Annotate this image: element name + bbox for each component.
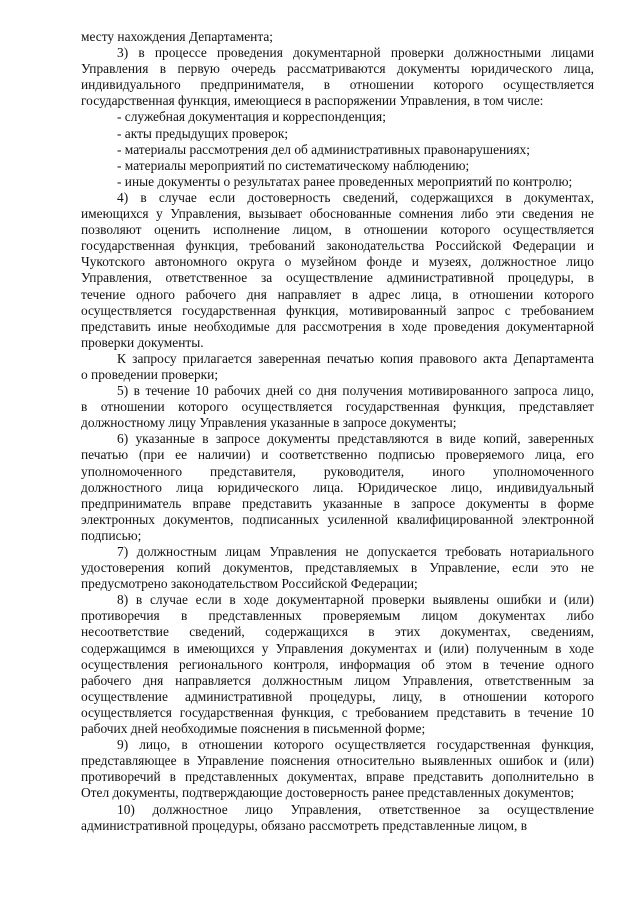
paragraph-p08-line: позволяют оценить исполнение лицом, в отношении которого осуществляется (81, 222, 594, 238)
paragraph-p05-line: - материалы рассмотрения дел об административных правонарушениях; (117, 141, 530, 157)
paragraph-p11-line: 6) указанные в запросе документы представляются в виде копий, заверенных (117, 431, 594, 447)
paragraph-p11-line: уполномоченного представителя, руководителя, иного уполномоченного (81, 463, 594, 479)
paragraph-p14-line: Отел документы, подтверждающие достоверность ранее представленных документов; (81, 785, 575, 801)
paragraph-p13-line: противоречия в представленных проверяемым лицом документах либо (81, 608, 594, 624)
paragraph-p14-line: 9) лицо, в отношении которого осуществляется государственная функция, (117, 737, 594, 753)
paragraph-p04-line: - акты предыдущих проверок; (117, 125, 289, 141)
paragraph-p13-line: рабочего дня направляется должностным лицом Управления, ответственным за (81, 672, 594, 688)
paragraph-p03-line: - служебная документация и корреспонденция; (117, 109, 386, 125)
paragraph-p08-line: проверки документы. (81, 334, 204, 350)
paragraph-p12-line: 7) должностным лицам Управления не допускается требовать нотариального (117, 544, 594, 559)
paragraph-p10-line: в отношении которого осуществляется государственная функция, представляет (81, 399, 594, 415)
paragraph-p12-line: предусмотрено законодательством Российской Федерации; (81, 576, 418, 592)
paragraph-p06-line: - материалы мероприятий по систематическому наблюдению; (117, 157, 470, 173)
paragraph-p14-line: представляющее в Управление пояснения относительно выявленных ошибок и (или) (81, 753, 594, 769)
paragraph-p11-line: электронных документов, подписанных усиленной квалифицированной электронной (81, 511, 594, 527)
paragraph-p13-line: осуществления регионального контроля, информация об этом в течение одного (81, 656, 594, 672)
paragraph-p13-line: осуществляется государственная функция, с требованием представить в течение 10 (81, 704, 594, 720)
paragraph-p08-line: Чукотского автономного округа о музейном фонде и музеях, должностное лицо (81, 254, 594, 270)
paragraph-p08-line: имеющихся у Управления, вызывает обоснованные сомнения либо эти сведения не (81, 206, 594, 222)
paragraph-p02-line: Управления в первую очередь рассматриваются документы юридического лица, (81, 61, 594, 77)
paragraph-p08-line: представить иные необходимые для рассмотрения в ходе проведения документарной (81, 318, 594, 334)
paragraph-p15-line: 10) должностное лицо Управления, ответственное за осуществление (117, 801, 594, 817)
paragraph-p07-line: - иные документы о результатах ранее проведенных мероприятий по контролю; (117, 173, 573, 189)
paragraph-p02-line: государственная функция, имеющиеся в распоряжении Управления, в том числе: (81, 93, 544, 109)
paragraph-p09-line: К запросу прилагается заверенная печатью копия правового акта Департамента (117, 350, 594, 366)
paragraph-p10-line: должностному лицу Управления указанные в запросе документы; (81, 415, 457, 431)
paragraph-p08-line: осуществляется государственная функция, мотивированный запрос с требованием (81, 302, 594, 318)
paragraph-p01-line: месту нахождения Департамента; (81, 29, 274, 44)
paragraph-p15-line: административной процедуры, обязано рассмотреть представленные лицом, в (81, 817, 528, 833)
paragraph-p13-line: несоответствие сведений, содержащихся в этих документах, сведениям, (81, 624, 594, 640)
paragraph-p09-line: о проведении проверки; (81, 366, 219, 382)
paragraph-p08-line: государственная функция, требований законодательства Российской Федерации и (81, 238, 594, 254)
paragraph-p08-line: 4) в случае если достоверность сведений, содержащихся в документах, (117, 189, 594, 205)
paragraph-p14-line: противоречий в представленных документах, вправе представить дополнительно в (81, 769, 594, 785)
paragraph-p12-line: удостоверения копий документов, представляемых в Управление, если это не (81, 560, 594, 576)
paragraph-p02-line: индивидуального предпринимателя, в отношении которого осуществляется (81, 77, 594, 93)
paragraph-p11-line: должностного лица юридического лица. Юридическое лицо, индивидуальный (81, 479, 594, 495)
paragraph-p13-line: 8) в случае если в ходе документарной проверки выявлены ошибки и (или) (117, 592, 594, 608)
paragraph-p13-line: рабочих дней необходимые пояснения в письменной форме; (81, 721, 426, 737)
paragraph-p02-line: 3) в процессе проведения документарной проверки должностными лицами (117, 45, 594, 61)
paragraph-p11-line: подписью; (81, 527, 142, 543)
paragraph-p13-line: осуществление административной процедуры, лицу, в отношении которого (81, 688, 594, 704)
paragraph-p13-line: содержащимся в имеющихся у Управления документах и (или) полученным в ходе (81, 640, 594, 656)
paragraph-p10-line: 5) в течение 10 рабочих дней со дня получения мотивированного запроса лицо, (117, 383, 594, 399)
paragraph-p08-line: Управления, ответственное за осуществление административной процедуры, в (81, 270, 594, 286)
paragraph-p08-line: течение одного рабочего дня направляет в адрес лица, в отношении которого (81, 286, 594, 302)
paragraph-p11-line: печатью (при ее наличии) и соответственно подписью проверяемого лица, его (81, 447, 594, 463)
paragraph-p11-line: предприниматель вправе представить указанные в запросе документы в форме (81, 495, 594, 511)
